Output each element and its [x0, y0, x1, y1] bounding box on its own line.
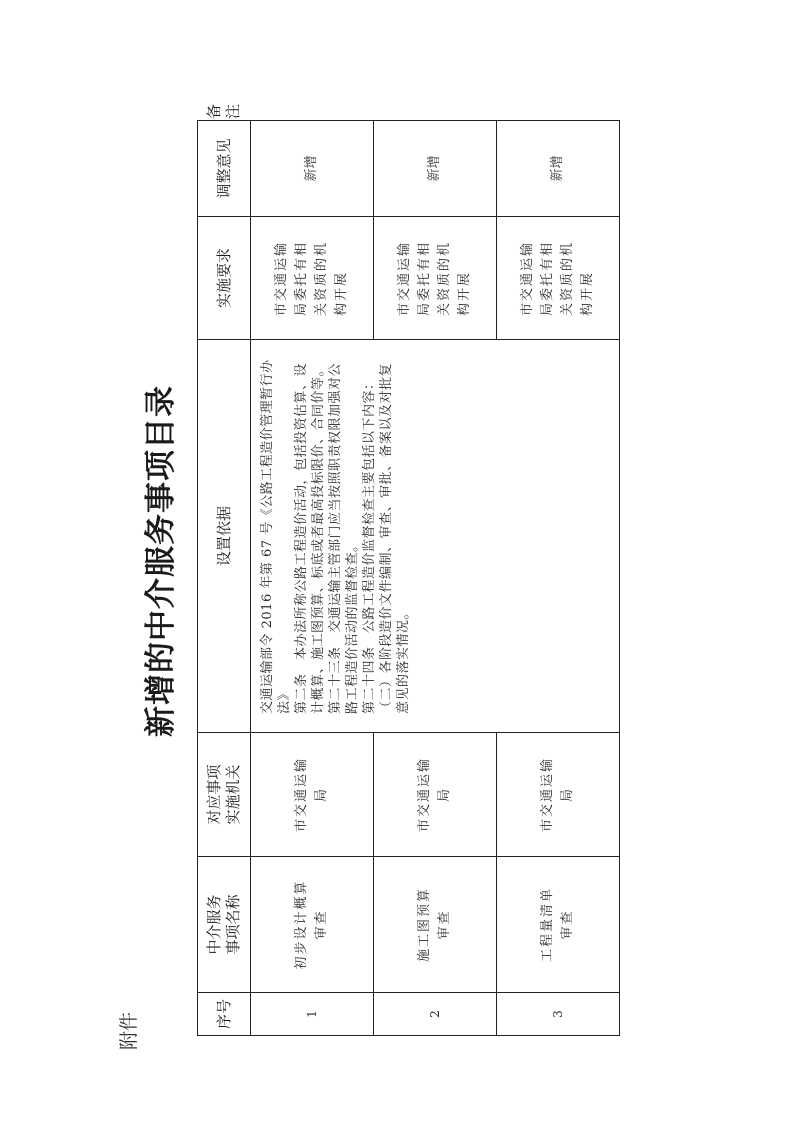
page-title: 新增的中介服务事项目录	[143, 385, 179, 737]
row-authority-text: 市交通运输局	[294, 757, 329, 833]
header-basis: 设置依据	[198, 340, 251, 733]
row-name	[251, 857, 374, 993]
row-authority-text: 市交通运输局	[540, 757, 575, 833]
row-requirement-text: 市交通运输局委托有相关资质的机构开展	[274, 240, 349, 316]
row-basis-text: 交通运输部令 2016 年第 67 号《公路工程造价管理暂行办法》 第二条 本办法所称公路工程造价活动，包括投资估算、设计概算、施工图预算、标底或者最高投标限价、合同价等。 第二十三条 交通运输主管部门应当按照职责权限加强对公路工程造价活动的监督检查。 第二十四条 公路工程造价监督检查主要包括以下内容：（二）各阶段造价文件编制、审查、审批、备案以及对批复意见的落实情况。	[260, 359, 411, 714]
row-requirement	[374, 217, 497, 340]
row-name-text: 施工图预算 审查	[417, 887, 452, 963]
row-name	[497, 857, 620, 993]
row-basis	[251, 340, 620, 733]
row-requirement-text: 市交通运输局委托有相关资质的机构开展	[397, 240, 472, 316]
header-seq: 序号	[198, 993, 251, 1036]
row-name-text: 工程量清单 审查	[540, 887, 575, 963]
header-requirement: 实施要求	[198, 217, 251, 340]
service-catalog-table	[197, 103, 620, 1036]
row-seq	[497, 993, 620, 1036]
row-requirement-text: 市交通运输局委托有相关资质的机构开展	[520, 240, 595, 316]
row-seq-text: 1	[304, 1010, 319, 1018]
header-name: 中介服务 事项名称	[198, 857, 251, 993]
header-adjustment: 调整意见	[198, 121, 251, 217]
row-adjustment	[374, 121, 497, 217]
row-authority	[374, 733, 497, 857]
row-requirement	[251, 217, 374, 340]
row-seq-text: 2	[427, 1010, 442, 1018]
row-authority-text: 市交通运输局	[417, 757, 452, 833]
row-adjustment	[251, 121, 374, 217]
attachment-label: 附件	[118, 1011, 140, 1050]
row-adjustment-text: 新增	[550, 155, 565, 182]
row-adjustment-text: 新增	[427, 155, 442, 182]
table-row	[251, 121, 374, 1036]
header-authority: 对应事项 实施机关	[198, 733, 251, 857]
row-adjustment-text: 新增	[304, 155, 319, 182]
table-header-row: 序号 中介服务 事项名称 对应事项 实施机关 设置依据 实施要求 调整意见 备注	[198, 121, 251, 1036]
row-seq-text: 3	[550, 1010, 565, 1018]
row-seq	[251, 993, 374, 1036]
row-requirement	[497, 217, 620, 340]
row-seq	[374, 993, 497, 1036]
row-name	[374, 857, 497, 993]
row-adjustment	[497, 121, 620, 217]
row-authority	[251, 733, 374, 857]
row-name-text: 初步设计概算 审查	[294, 879, 329, 970]
row-authority	[497, 733, 620, 857]
